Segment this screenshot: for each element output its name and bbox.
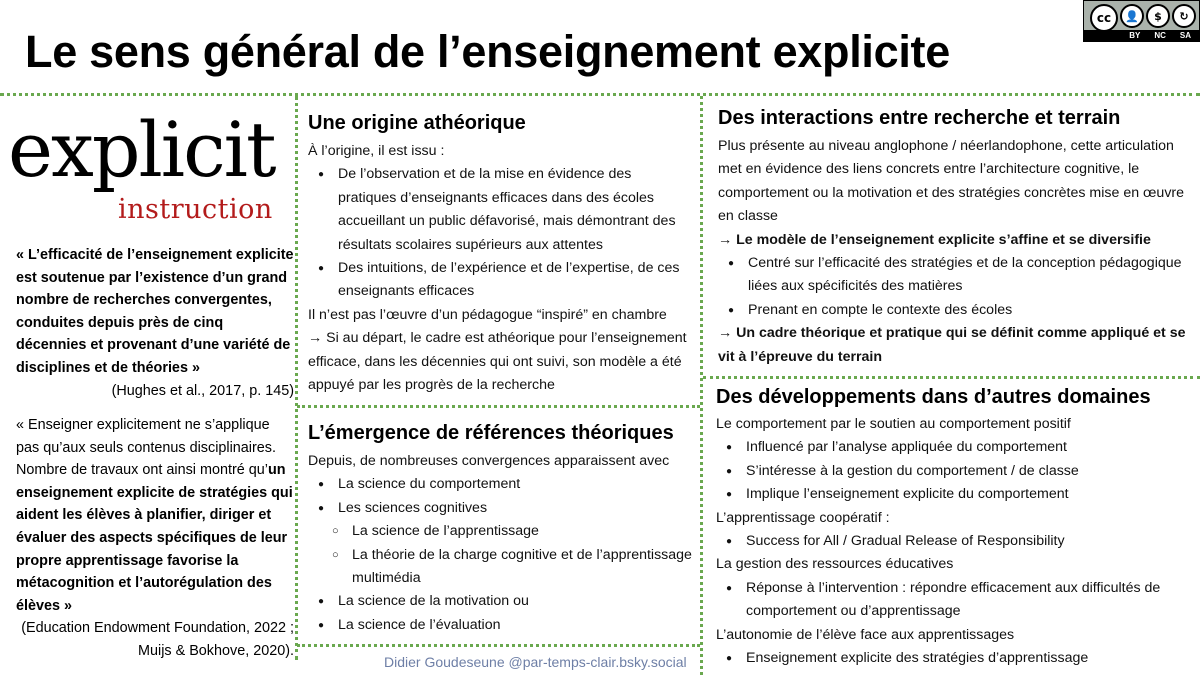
emergence-list [308, 473, 694, 637]
emergence-title: L’émergence de références théoriques [308, 422, 674, 444]
license-labels [1084, 30, 1199, 41]
page-title: Le sens général de l’enseignement explicite [25, 26, 950, 77]
list-item: ● S’intéresse à la gestion du comportement / de classe [716, 460, 1192, 483]
developments-list-1 [716, 436, 1192, 506]
separator-bottom [297, 644, 700, 647]
quote-hughes-text: « L’efficacité de l’enseignement explicite est soutenue par l’existence d’un grand nombre de recherches convergentes, conduites depuis près de cinq décennies et provenant d’une variété de disciplines et de théories » [16, 247, 294, 376]
list-item: ● Implique l’enseignement explicite du comportement [716, 483, 1192, 506]
list-item: ● Influencé par l’analyse appliquée du comportement [716, 436, 1192, 459]
list-item: ● Les sciences cognitives [308, 497, 694, 520]
origin-note: Il n’est pas l’œuvre d’un pédagogue “inspiré” en chambre [308, 306, 667, 323]
list-item: ● Des intuitions, de l’expérience et de l’expertise, de ces enseignants efficaces [308, 257, 690, 304]
logo-sub-text: instruction [118, 194, 273, 225]
developments-list-3 [716, 577, 1192, 624]
interactions-intro: Plus présente au niveau anglophone / néerlandophone, cette articulation met en évidence des liens concrets entre l’architecture cognitive, le comportement ou la motivation et des stratégies concrètes mise en œuvre en classe [718, 138, 1185, 225]
quote-eef [16, 414, 294, 663]
list-item: ● La science du comportement [308, 473, 694, 496]
section-emergence [308, 422, 694, 637]
quote-eef-citation: (Education Endowment Foundation, 2022 ; Muijs & Bokhove, 2020). [21, 620, 294, 659]
list-item: ● Success for All / Gradual Release of Responsibility [716, 530, 1192, 553]
quote-hughes-citation: (Hughes et al., 2017, p. 145) [111, 382, 294, 399]
license-label-by: BY [1129, 31, 1141, 40]
list-item: ● Enseignement explicite des stratégies d’apprentissage [716, 647, 1192, 670]
emergence-intro: Depuis, de nombreuses convergences apparaissent avec [308, 453, 670, 469]
separator-middle-section [297, 405, 700, 408]
by-icon: 👤 [1120, 4, 1144, 28]
origin-list [308, 163, 690, 303]
interactions-title: Des interactions entre recherche et terrain [718, 107, 1121, 129]
developments-title: Des développements dans d’autres domaines [716, 386, 1151, 408]
list-item: ● Centré sur l’efficacité des stratégies et de la conception pédagogique liées aux spécificités des matières [718, 252, 1190, 299]
quote-eef-intro: « Enseigner explicitement ne s’applique pas qu’aux seuls contenus disciplinaires. Nombre de travaux ont ainsi montré qu’ [16, 417, 276, 479]
section-interactions [718, 107, 1190, 369]
list-item: ● De l’observation et de la mise en évidence des pratiques d’enseignants efficaces dans des écoles accueillant un public défavorisé, mais démontrant des résultats scolaires supérieurs aux attentes [308, 163, 690, 257]
quote-eef-bold: un enseignement explicite de stratégies qui aident les élèves à planifier, diriger et évaluer des aspects spécifiques de leur propre apprentissage favorise la métacognition et l’autorégulation des élèves » [16, 462, 293, 614]
cc-icon: cc [1090, 4, 1118, 32]
logo-main-text: explicit [8, 105, 275, 194]
list-subitem: ○ La science de l’apprentissage [308, 520, 694, 543]
developments-group-1: Le comportement par le soutien au comportement positif [716, 416, 1071, 432]
license-label-nc: NC [1154, 31, 1166, 40]
list-item: ● Prenant en compte le contexte des écoles [718, 299, 1190, 322]
developments-group-4: L’autonomie de l’élève face aux apprentissages [716, 626, 1015, 643]
developments-list-4 [716, 647, 1192, 670]
separator-middle [700, 96, 703, 675]
developments-group-2: L’apprentissage coopératif : [716, 509, 890, 526]
developments-group-3: La gestion des ressources éducatives [716, 556, 954, 573]
author-footer: Didier Goudeseune @par-temps-clair.bsky.social [384, 654, 687, 670]
interactions-point-2: → Un cadre théorique et pratique qui se définit comme appliqué et se vit à l’épreuve du terrain [718, 325, 1186, 365]
origin-title: Une origine athéorique [308, 112, 526, 134]
license-label-sa: SA [1179, 31, 1191, 40]
interactions-point-1: → Le modèle de l’enseignement explicite s’affine et se diversifie [718, 231, 1151, 248]
section-developments [716, 386, 1192, 670]
section-origin [308, 112, 690, 397]
list-item: ● Réponse à l’intervention : répondre efficacement aux difficultés de comportement ou d’apprentissage [716, 577, 1192, 624]
list-subitem: ○ La théorie de la charge cognitive et de l’apprentissage multimédia [308, 544, 694, 591]
origin-conclusion: → Si au départ, le cadre est athéorique pour l’enseignement efficace, dans les décennies qui ont suivi, son modèle a été appuyé par les progrès de la recherche [308, 330, 687, 394]
sa-icon: ↻ [1172, 4, 1196, 28]
cc-license-badge [1083, 0, 1200, 42]
quote-hughes [16, 244, 294, 402]
list-item: ● La science de la motivation ou [308, 590, 694, 613]
separator-right-section [703, 376, 1200, 379]
developments-list-2 [716, 530, 1192, 553]
interactions-list [718, 252, 1190, 322]
list-item: ● La science de l’évaluation [308, 614, 694, 637]
explicit-instruction-logo [8, 105, 298, 230]
separator-top [0, 93, 1200, 96]
quote-eef-text [16, 414, 294, 617]
origin-intro: À l’origine, il est issu : [308, 143, 445, 159]
nc-icon: $ [1146, 4, 1170, 28]
